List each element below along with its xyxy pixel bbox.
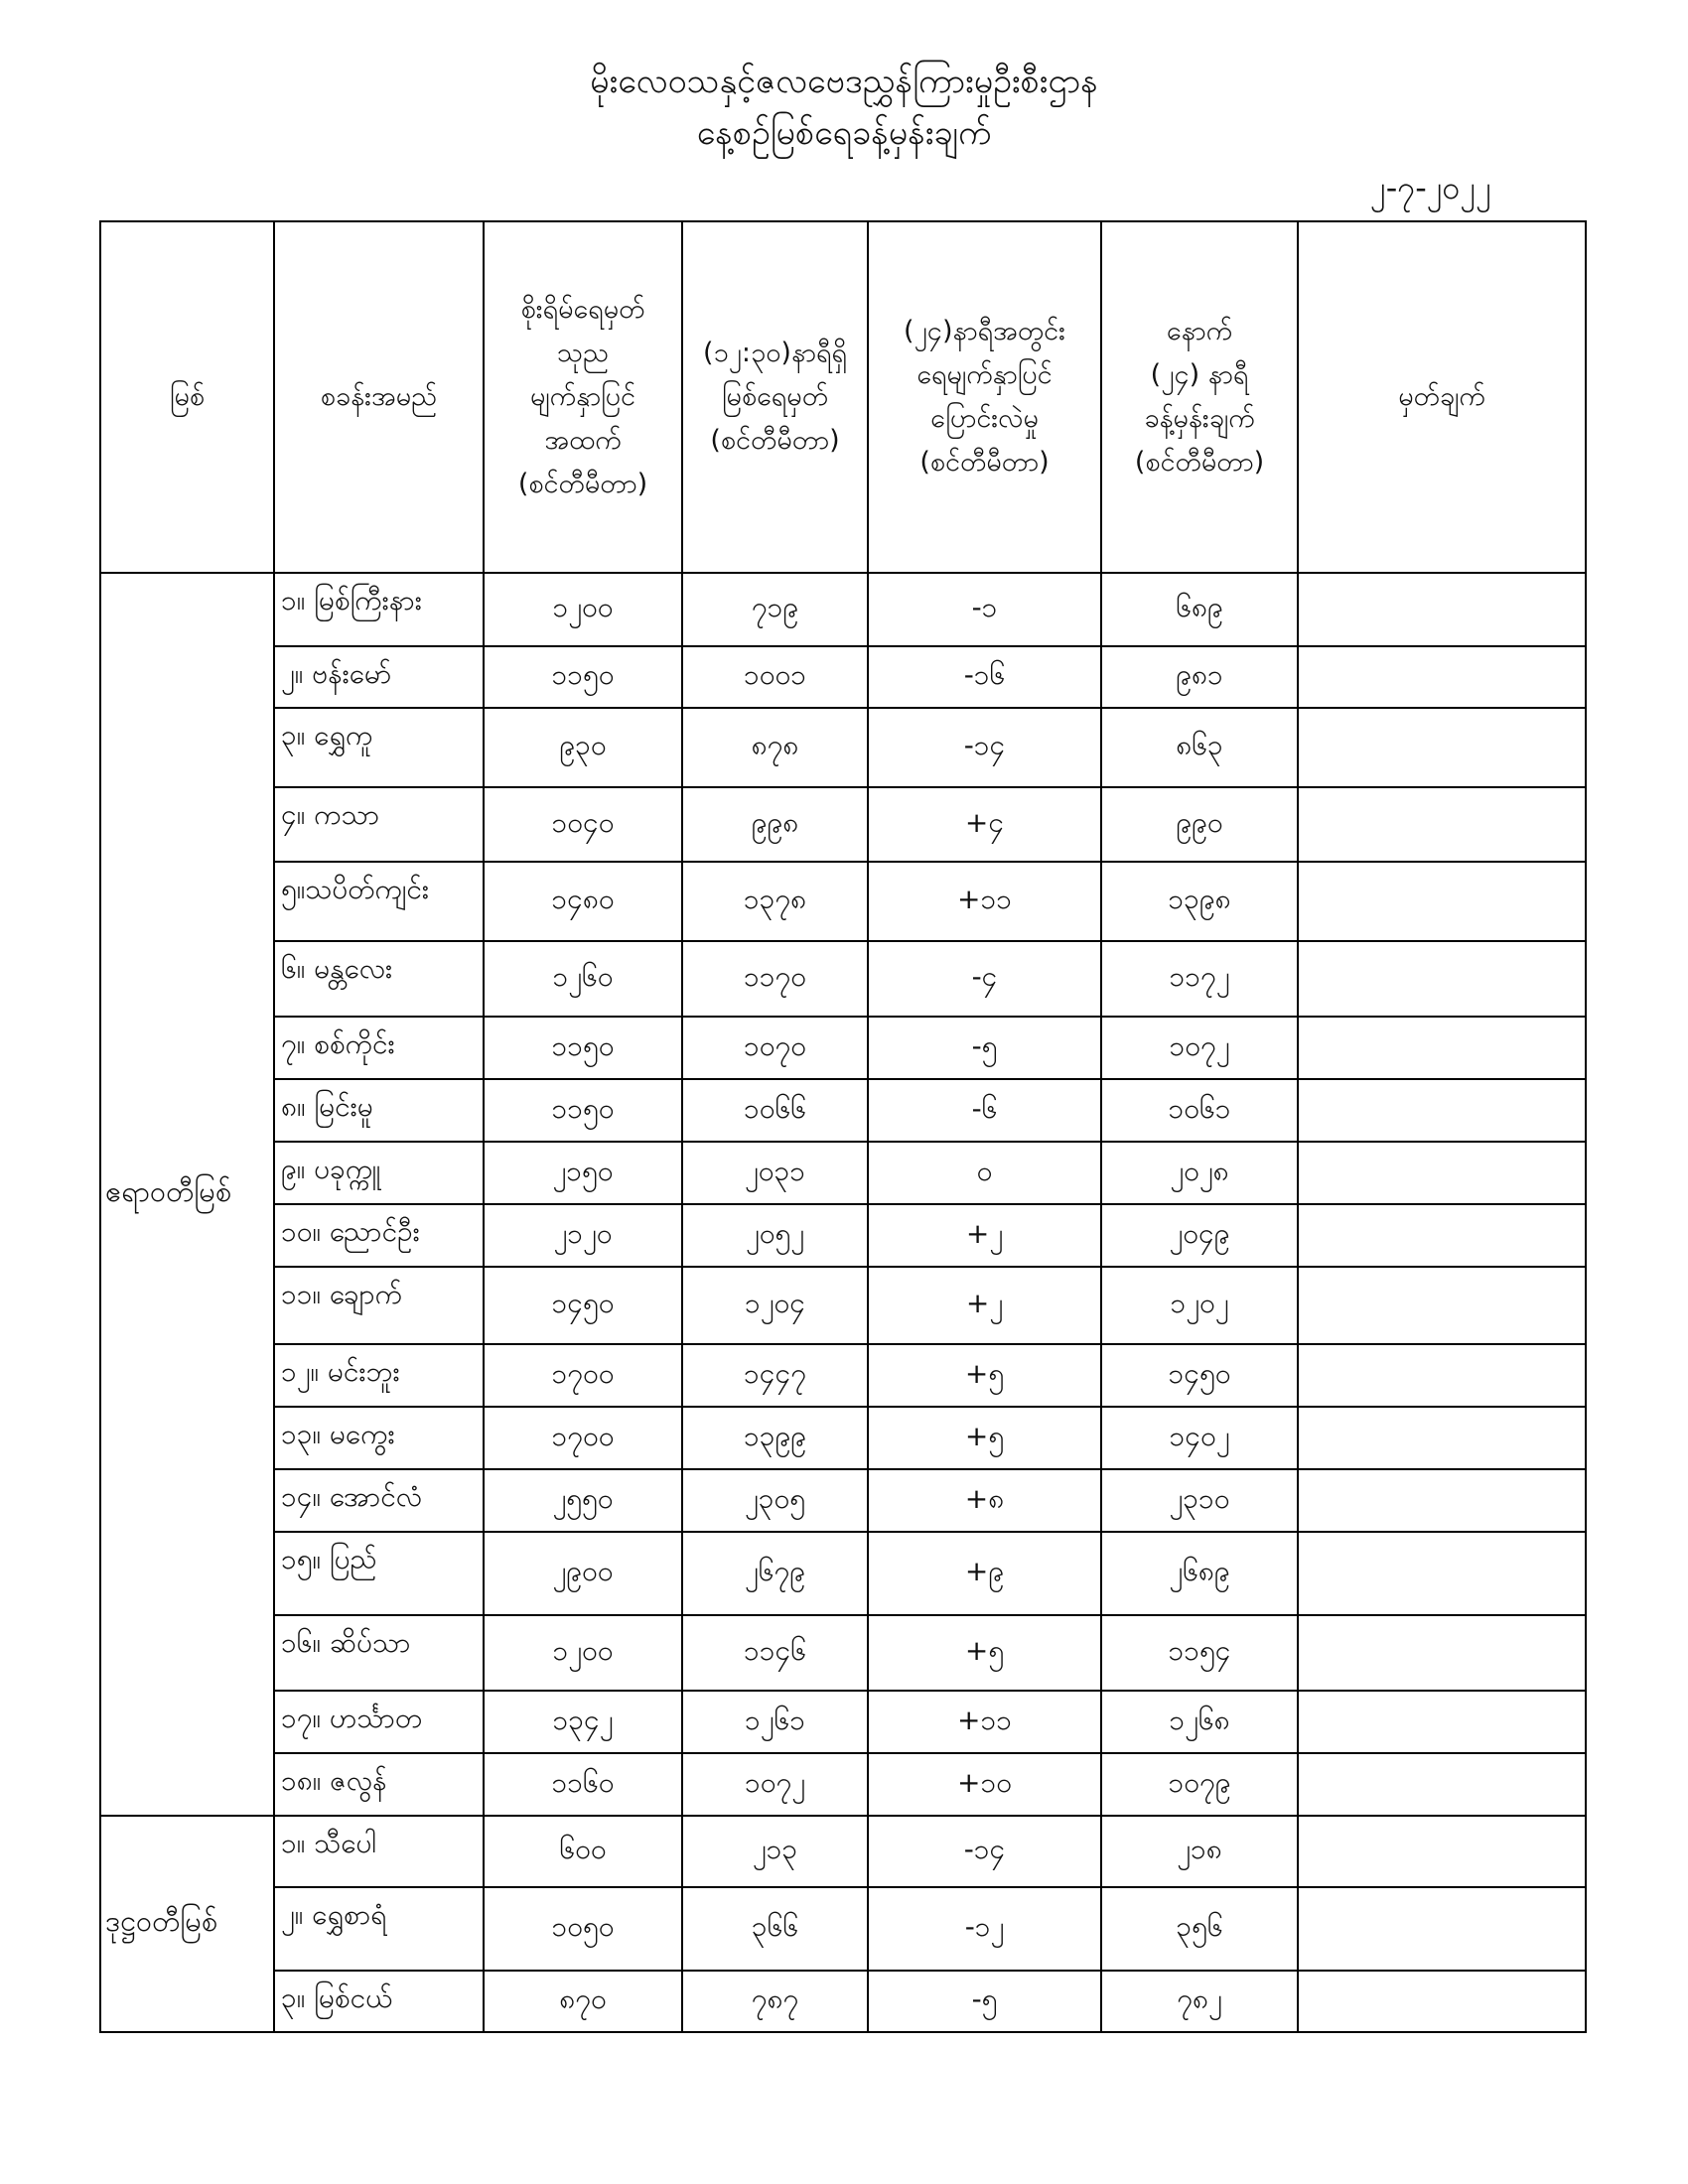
- remarks-cell: [1298, 1344, 1586, 1407]
- water-level-cell: ၁၂၀၄: [682, 1267, 868, 1344]
- water-level-cell: ၂၃၀၅: [682, 1469, 868, 1532]
- danger-level-cell: ၈၇၀: [484, 1971, 682, 2032]
- station-name-cell: ၁။ မြစ်ကြီးနား: [274, 573, 484, 646]
- forecast-cell: ၂၀၂၈: [1101, 1142, 1298, 1204]
- forecast-cell: ၁၄၅၀: [1101, 1344, 1298, 1407]
- document-title: မိုးလေဝသနှင့်ဇလဗေဒညွှန်ကြားမှုဦးစီးဌာန: [590, 62, 1098, 101]
- station-name-cell: ၁၃။ မကွေး: [274, 1407, 484, 1469]
- remarks-cell: [1298, 1753, 1586, 1816]
- table-row: [100, 941, 1586, 1017]
- danger-level-cell: ၁၂၆၀: [484, 941, 682, 1017]
- station-name-cell: ၆။ မန္တလေး: [274, 941, 484, 1017]
- header-line: (စင်တီမီတာ): [517, 469, 648, 499]
- danger-level-cell: ၁၀၅၀: [484, 1887, 682, 1971]
- danger-level-cell: ၁၄၅၀: [484, 1267, 682, 1344]
- station-name-cell: ၁၆။ ဆိပ်သာ: [274, 1615, 484, 1691]
- change-cell: +၈: [868, 1469, 1101, 1532]
- station-name-cell: ၁၈။ ဇလွန်: [274, 1753, 484, 1816]
- change-cell: +၁၁: [868, 862, 1101, 941]
- danger-level-cell: ၂၅၅၀: [484, 1469, 682, 1532]
- remarks-cell: [1298, 1816, 1586, 1887]
- water-level-cell: ၃၆၆: [682, 1887, 868, 1971]
- station-name-cell: ၂။ ဗန်းမော်: [274, 646, 484, 708]
- change-cell: ၀: [868, 1142, 1101, 1204]
- table-row: [100, 573, 1586, 646]
- header-line: မြစ်ရေမှတ်: [721, 381, 829, 412]
- forecast-cell: ၁၁၇၂: [1101, 941, 1298, 1017]
- change-cell: +၁၀: [868, 1753, 1101, 1816]
- remarks-cell: [1298, 708, 1586, 787]
- change-cell: +၅: [868, 1615, 1101, 1691]
- document-date: ၂-၇-၂၀၂၂: [1370, 169, 1491, 206]
- remarks-cell: [1298, 1532, 1586, 1615]
- water-level-cell: ၁၂၆၁: [682, 1691, 868, 1753]
- header-line: (၁၂:၃၀)နာရီရှိ: [702, 338, 848, 368]
- danger-level-cell: ၁၂၀၀: [484, 1615, 682, 1691]
- remarks-cell: [1298, 646, 1586, 708]
- water-level-cell: ၂၆၇၉: [682, 1532, 868, 1615]
- danger-level-cell: ၁၁၆၀: [484, 1753, 682, 1816]
- table-row: [100, 1753, 1586, 1816]
- forecast-cell: ၉၈၁: [1101, 646, 1298, 708]
- header-line: ပြောင်းလဲမှု: [930, 403, 1039, 434]
- water-level-cell: ၈၇၈: [682, 708, 868, 787]
- col-header-change: [868, 221, 1101, 573]
- remarks-cell: [1298, 862, 1586, 941]
- forecast-cell: ၆၈၉: [1101, 573, 1298, 646]
- table-row: [100, 708, 1586, 787]
- danger-level-cell: ၉၃၀: [484, 708, 682, 787]
- danger-level-cell: ၂၁၂၀: [484, 1204, 682, 1267]
- col-header-river: မြစ်: [100, 221, 274, 573]
- header-line: သုည: [556, 338, 610, 368]
- change-cell: +၅: [868, 1407, 1101, 1469]
- forecast-cell: ၂၁၈: [1101, 1816, 1298, 1887]
- remarks-cell: [1298, 1971, 1586, 2032]
- water-level-cell: ၁၃၇၈: [682, 862, 868, 941]
- col-header-station: စခန်းအမည်: [274, 221, 484, 573]
- remarks-cell: [1298, 1142, 1586, 1204]
- danger-level-cell: ၁၁၅၀: [484, 646, 682, 708]
- water-level-cell: ၉၉၈: [682, 787, 868, 862]
- station-name-cell: ၉။ ပခုက္ကူ: [274, 1142, 484, 1204]
- col-header-forecast: [1101, 221, 1298, 573]
- table-row: [100, 1532, 1586, 1615]
- document-subtitle: နေ့စဉ်မြစ်ရေခန့်မှန်းချက်: [696, 113, 992, 153]
- danger-level-cell: ၁၇၀၀: [484, 1344, 682, 1407]
- water-level-cell: ၁၀၆၆: [682, 1079, 868, 1142]
- remarks-cell: [1298, 787, 1586, 862]
- danger-level-cell: ၁၁၅၀: [484, 1017, 682, 1079]
- header-line: (စင်တီမီတာ): [710, 425, 840, 456]
- table-row: [100, 1615, 1586, 1691]
- danger-level-cell: ၁၁၅၀: [484, 1079, 682, 1142]
- table-row: [100, 1344, 1586, 1407]
- header-line: မျက်နှာပြင်: [529, 381, 636, 412]
- remarks-cell: [1298, 573, 1586, 646]
- forecast-cell: ၂၀၄၉: [1101, 1204, 1298, 1267]
- header-line: (စင်တီမီတာ): [919, 447, 1050, 478]
- danger-level-cell: ၂၁၅၀: [484, 1142, 682, 1204]
- forecast-cell: ၃၅၆: [1101, 1887, 1298, 1971]
- col-header-remarks: မှတ်ချက်: [1298, 221, 1586, 573]
- change-cell: +၂: [868, 1204, 1101, 1267]
- river-name-cell: ဒုဋ္ဌဝတီမြစ်: [100, 1816, 274, 2032]
- station-name-cell: ၁။ သီပေါ: [274, 1816, 484, 1887]
- header-line: နောက်: [1166, 316, 1233, 346]
- change-cell: +၂: [868, 1267, 1101, 1344]
- forecast-cell: ၁၀၆၁: [1101, 1079, 1298, 1142]
- water-level-cell: ၂၀၃၁: [682, 1142, 868, 1204]
- water-level-cell: ၁၀၇၀: [682, 1017, 868, 1079]
- station-name-cell: ၂။ ရွှေစာရံ: [274, 1887, 484, 1971]
- table-row: [100, 1407, 1586, 1469]
- table-row: [100, 1017, 1586, 1079]
- forecast-cell: ၂၆၈၉: [1101, 1532, 1298, 1615]
- water-level-cell: ၁၀၀၁: [682, 646, 868, 708]
- forecast-cell: ၁၄၀၂: [1101, 1407, 1298, 1469]
- danger-level-cell: ၆၀၀: [484, 1816, 682, 1887]
- station-name-cell: ၁၇။ ဟင်္သာတ: [274, 1691, 484, 1753]
- remarks-cell: [1298, 941, 1586, 1017]
- danger-level-cell: ၁၂၀၀: [484, 573, 682, 646]
- remarks-cell: [1298, 1615, 1586, 1691]
- water-level-cell: ၇၁၉: [682, 573, 868, 646]
- forecast-cell: ၂၃၁၀: [1101, 1469, 1298, 1532]
- water-level-cell: ၇၈၇: [682, 1971, 868, 2032]
- forecast-cell: ၁၁၅၄: [1101, 1615, 1298, 1691]
- table-row: [100, 787, 1586, 862]
- change-cell: -၁၄: [868, 708, 1101, 787]
- header-line: ခန့်မှန်းချက်: [1144, 403, 1255, 434]
- river-name-cell: ဧရာဝတီမြစ်: [100, 573, 274, 1816]
- station-name-cell: ၈။ မြင်းမူ: [274, 1079, 484, 1142]
- table-row: [100, 646, 1586, 708]
- table-row: [100, 1204, 1586, 1267]
- station-name-cell: ၄။ ကသာ: [274, 787, 484, 862]
- header-line: (စင်တီမီတာ): [1134, 447, 1265, 478]
- station-name-cell: ၃။ ရွှေကူ: [274, 708, 484, 787]
- change-cell: +၁၁: [868, 1691, 1101, 1753]
- table-row: [100, 1267, 1586, 1344]
- river-forecast-table: [99, 220, 1587, 2033]
- danger-level-cell: ၁၇၀၀: [484, 1407, 682, 1469]
- forecast-cell: ၁၂၀၂: [1101, 1267, 1298, 1344]
- forecast-cell: ၇၈၂: [1101, 1971, 1298, 2032]
- water-level-cell: ၂၀၅၂: [682, 1204, 868, 1267]
- change-cell: -၁၆: [868, 646, 1101, 708]
- remarks-cell: [1298, 1887, 1586, 1971]
- change-cell: -၁: [868, 573, 1101, 646]
- remarks-cell: [1298, 1407, 1586, 1469]
- remarks-cell: [1298, 1691, 1586, 1753]
- station-name-cell: ၁၅။ ပြည်: [274, 1532, 484, 1615]
- remarks-cell: [1298, 1079, 1586, 1142]
- remarks-cell: [1298, 1204, 1586, 1267]
- change-cell: +၄: [868, 787, 1101, 862]
- forecast-cell: ၈၆၃: [1101, 708, 1298, 787]
- table-row: [100, 1816, 1586, 1887]
- station-name-cell: ၁၂။ မင်းဘူး: [274, 1344, 484, 1407]
- remarks-cell: [1298, 1469, 1586, 1532]
- station-name-cell: ၁၀။ ညောင်ဦး: [274, 1204, 484, 1267]
- water-level-cell: ၁၀၇၂: [682, 1753, 868, 1816]
- water-level-cell: ၁၁၄၆: [682, 1615, 868, 1691]
- change-cell: -၅: [868, 1971, 1101, 2032]
- forecast-cell: ၉၉၀: [1101, 787, 1298, 862]
- header-line: (၂၄)နာရီအတွင်း: [903, 316, 1065, 346]
- header-line: စိုးရိမ်ရေမှတ်: [520, 294, 645, 325]
- col-header-danger-level: [484, 221, 682, 573]
- forecast-cell: ၁၂၆၈: [1101, 1691, 1298, 1753]
- header-row: [100, 221, 1586, 573]
- forecast-cell: ၁၃၉၈: [1101, 862, 1298, 941]
- change-cell: -၄: [868, 941, 1101, 1017]
- header-line: (၂၄) နာရီ: [1150, 359, 1249, 390]
- table-row: [100, 1971, 1586, 2032]
- water-level-cell: ၁၁၇၀: [682, 941, 868, 1017]
- change-cell: +၉: [868, 1532, 1101, 1615]
- danger-level-cell: ၂၉၀၀: [484, 1532, 682, 1615]
- table-row: [100, 1691, 1586, 1753]
- table-row: [100, 1469, 1586, 1532]
- change-cell: -၁၂: [868, 1887, 1101, 1971]
- table-row: [100, 1887, 1586, 1971]
- danger-level-cell: ၁၀၄၀: [484, 787, 682, 862]
- remarks-cell: [1298, 1267, 1586, 1344]
- water-level-cell: ၁၃၉၉: [682, 1407, 868, 1469]
- station-name-cell: ၃။ မြစ်ငယ်: [274, 1971, 484, 2032]
- col-header-water-level: [682, 221, 868, 573]
- change-cell: +၅: [868, 1344, 1101, 1407]
- danger-level-cell: ၁၄၈၀: [484, 862, 682, 941]
- remarks-cell: [1298, 1017, 1586, 1079]
- header-line: ရေမျက်နှာပြင်: [916, 359, 1053, 390]
- header-line: အထက်: [544, 425, 622, 456]
- station-name-cell: ၅။သပိတ်ကျင်း: [274, 862, 484, 941]
- water-level-cell: ၁၄၄၇: [682, 1344, 868, 1407]
- station-name-cell: ၁၁။ ချောက်: [274, 1267, 484, 1344]
- change-cell: -၅: [868, 1017, 1101, 1079]
- change-cell: -၆: [868, 1079, 1101, 1142]
- station-name-cell: ၁၄။ အောင်လံ: [274, 1469, 484, 1532]
- danger-level-cell: ၁၃၄၂: [484, 1691, 682, 1753]
- table-row: [100, 1079, 1586, 1142]
- change-cell: -၁၄: [868, 1816, 1101, 1887]
- forecast-cell: ၁၀၇၉: [1101, 1753, 1298, 1816]
- water-level-cell: ၂၁၃: [682, 1816, 868, 1887]
- table-row: [100, 862, 1586, 941]
- table-row: [100, 1142, 1586, 1204]
- station-name-cell: ၇။ စစ်ကိုင်း: [274, 1017, 484, 1079]
- forecast-cell: ၁၀၇၂: [1101, 1017, 1298, 1079]
